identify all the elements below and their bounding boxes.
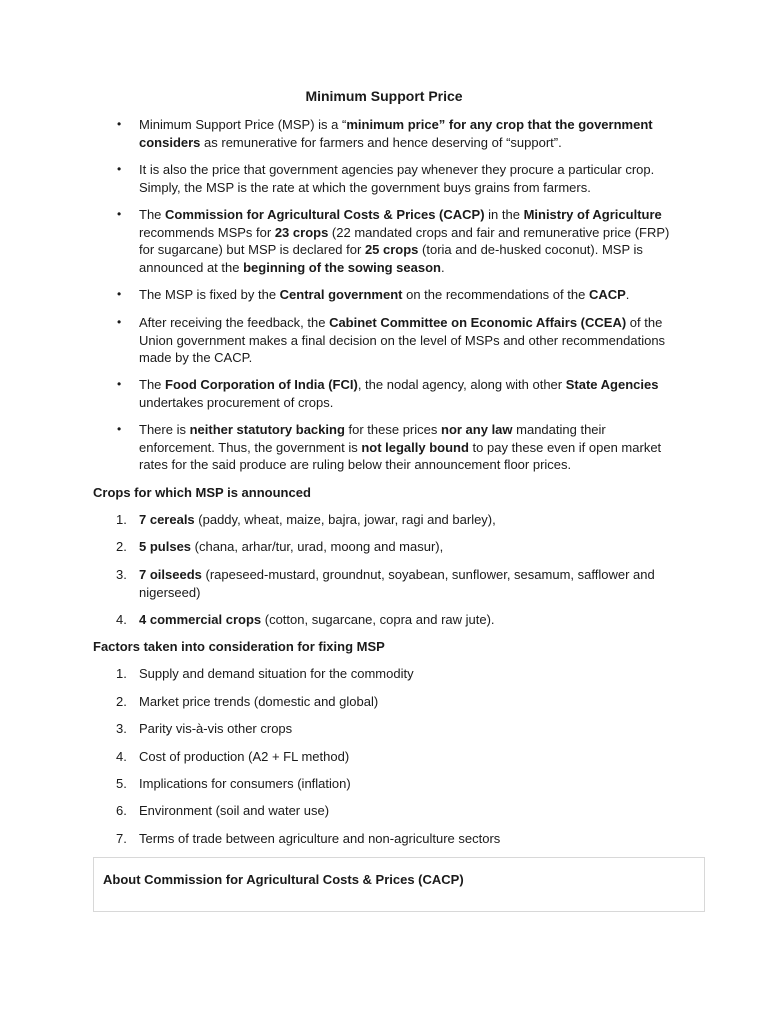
factor-item: Implications for consumers (inflation) [139,776,351,791]
bullet-fci-procurement: The Food Corporation of India (FCI), the nodal agency, along with other State Agencies undertakes procurement of crops. [139,377,659,410]
bullet-no-statutory-backing: There is neither statutory backing for these prices nor any law mandating their enforcement. Thus, the government is not legally bound to pay these even if open market rates for the said produce are ruling below their announcement floor prices. [139,422,662,472]
factor-item: Supply and demand situation for the commodity [139,666,414,681]
factors-heading: Factors taken into consideration for fixing MSP [93,639,385,654]
list-number: 4. [116,749,127,764]
list-number: 4. [116,612,127,627]
factor-item: Environment (soil and water use) [139,803,330,818]
bullet-ccea-decision: After receiving the feedback, the Cabinet Committee on Economic Affairs (CCEA) of the Union government makes a final decision on the level of MSPs and other recommendations made by the CACP. [139,315,666,365]
cacp-info-box [93,857,705,912]
bullet-marker: • [117,377,122,391]
list-number: 1. [116,512,127,527]
list-number: 3. [116,567,127,582]
bullet-marker: • [117,207,122,221]
list-number: 7. [116,831,127,846]
factor-item: Cost of production (A2 + FL method) [139,749,350,764]
list-number: 5. [116,776,127,791]
bullet-marker: • [117,287,122,301]
bullet-marker: • [117,315,122,329]
bullet-marker: • [117,162,122,176]
crop-item-commercial: 4 commercial crops (cotton, sugarcane, copra and raw jute). [139,612,495,627]
page-title: Minimum Support Price [305,88,463,104]
factor-item: Parity vis-à-vis other crops [139,721,293,736]
list-number: 2. [116,694,127,709]
bullet-cacp-recommendation: The Commission for Agricultural Costs & Prices (CACP) in the Ministry of Agriculture recommends MSPs for 23 crops (22 mandated crops and fair and remunerative price (FRP) for sugarcane) but MSP is declared for 25 crops (toria and de-husked coconut). MSP is announced at the beginning of the sowing season. [139,207,670,275]
list-number: 6. [116,803,127,818]
bullet-marker: • [117,422,122,436]
crop-item-pulses: 5 pulses (chana, arhar/tur, urad, moong and masur), [139,539,444,554]
list-number: 2. [116,539,127,554]
bullet-procurement-price: It is also the price that government agencies pay whenever they procure a particular crop. Simply, the MSP is the rate at which the government buys grains from farmers. [139,162,655,195]
factor-item: Terms of trade between agriculture and non-agriculture sectors [139,831,501,846]
crops-heading: Crops for which MSP is announced [93,485,311,500]
crop-item-cereals: 7 cereals (paddy, wheat, maize, bajra, jowar, ragi and barley), [139,512,496,527]
bullet-central-government: The MSP is fixed by the Central government on the recommendations of the CACP. [139,287,630,302]
factor-item: Market price trends (domestic and global) [139,694,379,709]
bullet-marker: • [117,117,122,131]
cacp-box-title: About Commission for Agricultural Costs & Prices (CACP) [103,872,464,887]
bullet-msp-definition: Minimum Support Price (MSP) is a “minimum price” for any crop that the government considers as remunerative for farmers and hence deserving of “support”. [139,117,653,150]
list-number: 3. [116,721,127,736]
crop-item-oilseeds: 7 oilseeds (rapeseed-mustard, groundnut, soyabean, sunflower, sesamum, safflower and nigerseed) [139,567,655,600]
list-number: 1. [116,666,127,681]
